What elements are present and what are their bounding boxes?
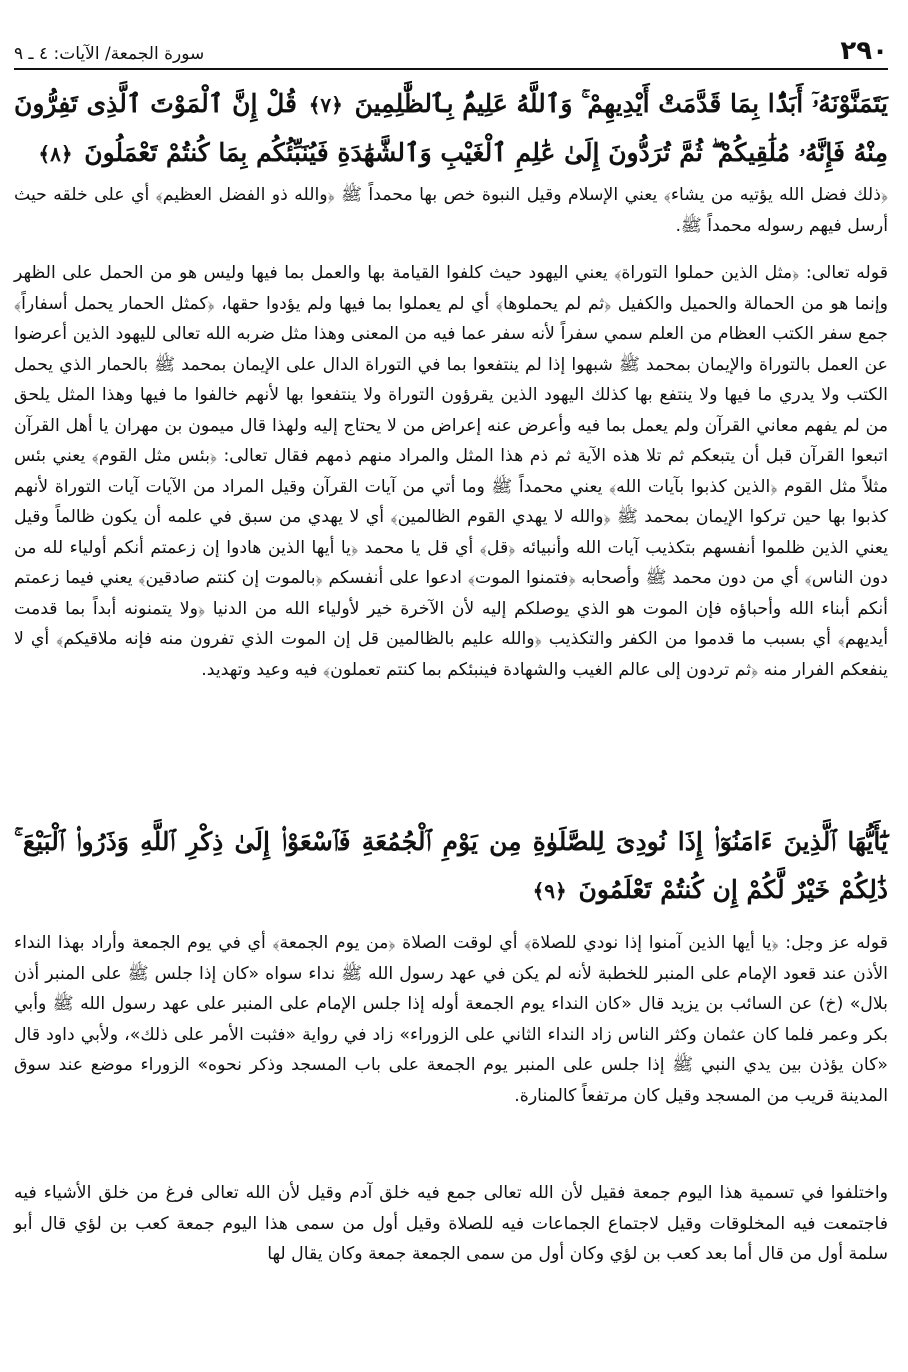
ayah-marker-7: ﴿٧﴾ (308, 93, 343, 117)
running-title: سورة الجمعة/ الآيات: ٤ ـ ٩ (14, 44, 205, 64)
ayah-marker-9: ﴿٩﴾ (532, 879, 567, 903)
ayah-marker-8: ﴿٨﴾ (38, 142, 73, 166)
page-header (14, 28, 888, 70)
verse-8-text: قُلْ إِنَّ ٱلْمَوْتَ ٱلَّذِى تَفِرُّونَ مِنْهُ فَإِنَّهُۥ مُلَٰقِيكُمْ ۖ ثُمَّ تُرَدُّونَ إِلَىٰ عَٰلِمِ ٱلْغَيْبِ وَٱلشَّهَٰدَةِ فَيُنَبِّئُكُم بِمَا كُنتُمْ تَعْمَلُونَ (14, 89, 888, 167)
commentary-paragraph-2: قوله تعالى: ﴿مثل الذين حملوا التوراة﴾ يعني اليهود حيث كلفوا القيامة بها والعمل بما فيها وليس هو من الحمل على الظهر وإنما هو من الحمالة والحميل والكفيل ﴿ثم لم يحملوها﴾ أي لم يعملوا بما فيها ولم يؤدوا حقها، ﴿كمثل الحمار يحمل أسفاراً﴾ جمع سفر الكتب العظام من العلم سمي سفراً لأنه سفر عما فيه من المعنى وهذا مثل ضربه الله تعالى لليهود الذين أعرضوا عن العمل بالتوراة والإيمان بمحمد ﷺ شبهوا إذا لم ينتفعوا بما في التوراة الدال على الإيمان بمحمد ﷺ بالحمار الذي يحمل الكتب ولا يدري ما فيها ولا ينتفع بها كذلك اليهود الذين يقرؤون التوراة ولا ينتفعوا بها لأنهم خالفوا ما فيها وهذا المثل يلحق من لم يفهم معاني القرآن ولم يعمل بما فيه وأعرض عنه إعراض من لا يحتاج إليه ولهذا قال ميمون بن مهران يا أهل القرآن اتبعوا القرآن قبل أن يتبعكم ثم تلا هذه الآية ثم ذم هذا المثل والمراد منهم ذمهم فقال تعالى: ﴿بئس مثل القوم﴾ يعني بئس مثلاً مثل القوم ﴿الذين كذبوا بآيات الله﴾ يعني محمداً ﷺ وما أتي من آيات القرآن وقيل المراد من الآيات آيات التوراة لأنهم كذبوا بها حين تركوا الإيمان بمحمد ﷺ ﴿والله لا يهدي القوم الظالمين﴾ أي لا يهدي من سبق في علمه أن يكون ظالماً وقيل يعني الذين ظلموا أنفسهم بتكذيب آيات الله وأنبيائه ﴿قل﴾ أي قل يا محمد ﴿يا أيها الذين هادوا إن زعمتم أنكم أولياء لله من دون الناس﴾ أي من دون محمد ﷺ وأصحابه ﴿فتمنوا الموت﴾ ادعوا على أنفسكم ﴿بالموت إن كنتم صادقين﴾ يعني فيما زعمتم أنكم أبناء الله وأحباؤه فإن الموت هو الذي يوصلكم إليه لأن الآخرة خير لأولياء الله من الدنيا ﴿ولا يتمنونه أبداً بما قدمت أيديهم﴾ أي بسبب ما قدموا من الكفر والتكذيب ﴿والله عليم بالظالمين قل إن الموت الذي تفرون منه فإنه ملاقيكم﴾ أي لا ينفعكم الفرار منه ﴿ثم تردون إلى عالم الغيب والشهادة فينبئكم بما كنتم تعملون﴾ فيه وعيد وتهديد. (14, 263, 888, 680)
verse-7-text: يَتَمَنَّوْنَهُۥٓ أَبَدًۢا بِمَا قَدَّمَتْ أَيْدِيهِمْ ۚ وَٱللَّهُ عَلِيمٌۢ بِٱلظَّٰلِمِينَ (354, 89, 888, 118)
commentary-paragraph-4: واختلفوا في تسمية هذا اليوم جمعة فقيل لأن الله تعالى جمع فيه خلق آدم وقيل لأن الله تعالى فرغ من خلق الأشياء فيه فاجتمعت فيه المخلوقات وقيل لاجتماع الجماعات فيه للصلاة وقيل أول من سمى هذا اليوم جمعة كعب بن لؤي قال أبو سلمة أول من قال أما بعد كعب بن لؤي وكان أول من سمى الجمعة جمعة وكان يقال لها (14, 1183, 888, 1264)
quran-verses-7-8 (14, 80, 888, 178)
quran-verse-9 (14, 818, 888, 915)
commentary-paragraph-3: قوله عز وجل: ﴿يا أيها الذين آمنوا إذا نودي للصلاة﴾ أي لوقت الصلاة ﴿من يوم الجمعة﴾ أي في يوم الجمعة وأراد بهذا النداء الأذن عند قعود الإمام على المنبر للخطبة لأنه لم يكن في عهد رسول الله ﷺ نداء سواه «كان إذا جلس ﷺ على المنبر أذن بلال» (خ) عن السائب بن يزيد قال «كان النداء يوم الجمعة أوله إذا جلس الإمام على المنبر على عهد رسول الله ﷺ وأبي بكر وعمر فلما كان عثمان وكثر الناس زاد النداء الثاني على الزوراء» زاد في رواية «فثبت الأمر على ذلك»، ولأبي داود قال «كان يؤذن بين يدي النبي ﷺ إذا جلس على المنبر يوم الجمعة على باب المسجد وذكر نحوه» الزوراء موضع عند سوق المدينة قريب من المسجد وقيل كان مرتفعاً كالمنارة. (14, 933, 888, 1106)
commentary-paragraph-1: ﴿ذلك فضل الله يؤتيه من يشاء﴾ يعني الإسلام وقيل النبوة خص بها محمداً ﷺ ﴿والله ذو الفضل العظيم﴾ أي على خلقه حيث أرسل فيهم رسوله محمداً ﷺ. (14, 185, 888, 236)
verse-9-text: يَٰٓأَيُّهَا ٱلَّذِينَ ءَامَنُوٓا۟ إِذَا نُودِىَ لِلصَّلَوٰةِ مِن يَوْمِ ٱلْجُمُعَةِ فَٱسْعَوْا۟ إِلَىٰ ذِكْرِ ٱللَّهِ وَذَرُوا۟ ٱلْبَيْعَ ۚ ذَٰلِكُمْ خَيْرٌ لَّكُمْ إِن كُنتُمْ تَعْلَمُونَ (14, 827, 888, 904)
page-number: ٢٩٠ (840, 36, 888, 66)
